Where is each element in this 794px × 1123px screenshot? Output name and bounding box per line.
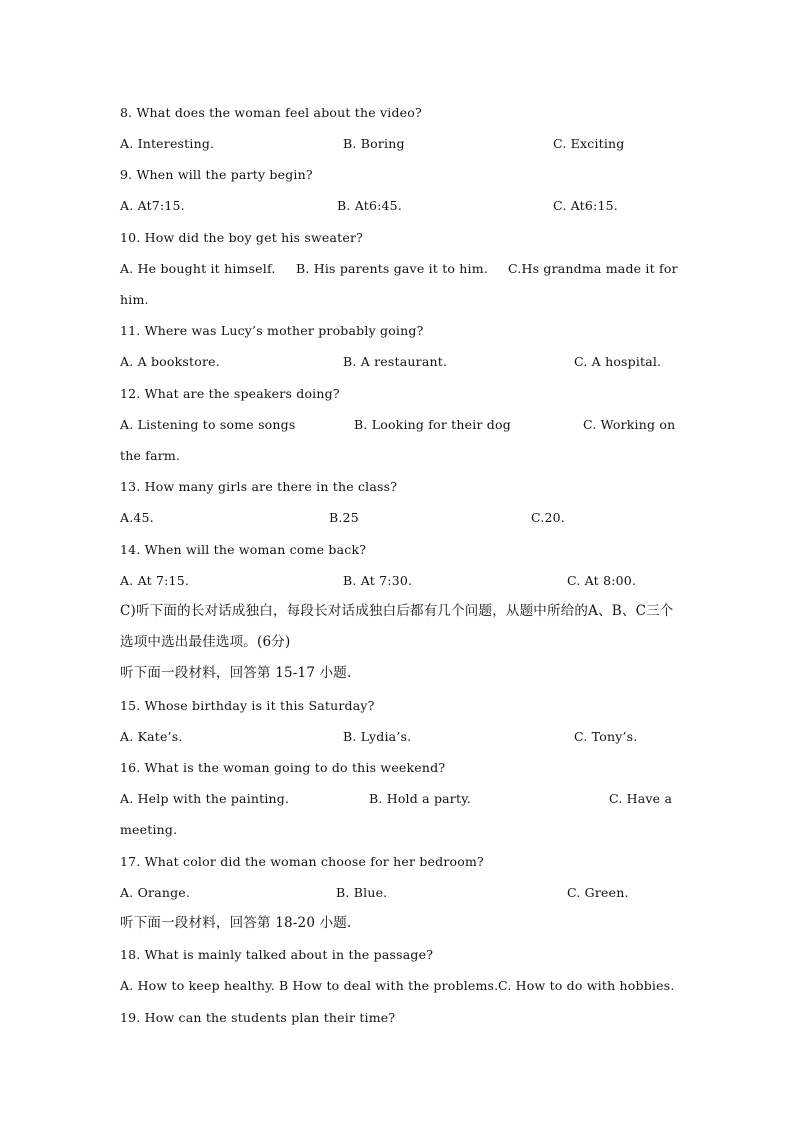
- option-b: B. Hold a party.: [369, 791, 471, 806]
- option-a: A. At7:15.: [120, 198, 185, 213]
- option-a: A. How to keep healthy.: [120, 978, 275, 993]
- option-c-continued: the farm.: [120, 448, 181, 463]
- question-text: 11. Where was Lucy’s mother probably going?: [120, 323, 424, 338]
- option-c: C. Exciting: [553, 136, 625, 151]
- question-text: 16. What is the woman going to do this weekend?: [120, 760, 446, 775]
- option-c: C.20.: [531, 510, 565, 525]
- option-b: B. At 7:30.: [343, 573, 413, 588]
- option-c-continued: him.: [120, 292, 149, 307]
- option-b: B. Looking for their dog: [354, 417, 511, 432]
- option-a: A. Listening to some songs: [120, 417, 296, 432]
- option-c: C. Have a: [609, 791, 673, 806]
- option-c: C. How to do with hobbies.: [498, 978, 675, 993]
- question-text: 10. How did the boy get his sweater?: [120, 230, 364, 245]
- option-c: C. At6:15.: [553, 198, 618, 213]
- question-text: 15. Whose birthday is it this Saturday?: [120, 698, 375, 713]
- option-a: A. He bought it himself.: [120, 261, 276, 276]
- option-c: C. Green.: [567, 885, 629, 900]
- option-c-continued: meeting.: [120, 822, 178, 837]
- option-c: C.Hs grandma made it for: [508, 261, 678, 276]
- question-text: 18. What is mainly talked about in the passage?: [120, 947, 434, 962]
- question-text: 12. What are the speakers doing?: [120, 386, 340, 401]
- option-a: A.45.: [120, 510, 154, 525]
- instruction-line-1: C)听下面的长对话成独白，每段长对话成独白后都有几个问题，从题中所给的A、B、C三个: [120, 603, 674, 619]
- option-b: B. A restaurant.: [343, 354, 448, 369]
- option-b: B How to deal with the problems.: [279, 978, 499, 993]
- question-text: 17. What color did the woman choose for her bedroom?: [120, 854, 484, 869]
- material-heading: 听下面一段材料，回答第 15-17 小题.: [120, 665, 352, 681]
- question-text: 14. When will the woman come back?: [120, 542, 367, 557]
- option-b: B. Blue.: [336, 885, 388, 900]
- option-a: A. Orange.: [120, 885, 191, 900]
- option-c: C. Working on: [583, 417, 676, 432]
- question-text: 8. What does the woman feel about the video?: [120, 105, 422, 120]
- option-b: B. Lydia’s.: [343, 729, 412, 744]
- question-text: 19. How can the students plan their time?: [120, 1010, 396, 1025]
- option-a: A. Kate’s.: [120, 729, 183, 744]
- option-c: C. At 8:00.: [567, 573, 637, 588]
- option-a: A. At 7:15.: [120, 573, 190, 588]
- option-b: B. Boring: [343, 136, 405, 151]
- option-c: C. Tony’s.: [574, 729, 638, 744]
- instruction-line-2: 选项中选出最佳选项。(6分): [120, 634, 291, 650]
- question-19: [120, 1010, 396, 1058]
- option-a: A. Interesting.: [120, 136, 215, 151]
- option-b: B. His parents gave it to him.: [296, 261, 488, 276]
- option-a: A. Help with the painting.: [120, 791, 290, 806]
- option-a: A. A bookstore.: [120, 354, 220, 369]
- question-text: 9. When will the party begin?: [120, 167, 313, 182]
- question-text: 13. How many girls are there in the class?: [120, 479, 398, 494]
- option-c: C. A hospital.: [574, 354, 662, 369]
- material-heading: 听下面一段材料，回答第 18-20 小题.: [120, 915, 352, 931]
- option-b: B. At6:45.: [337, 198, 403, 213]
- option-b: B.25: [329, 510, 359, 525]
